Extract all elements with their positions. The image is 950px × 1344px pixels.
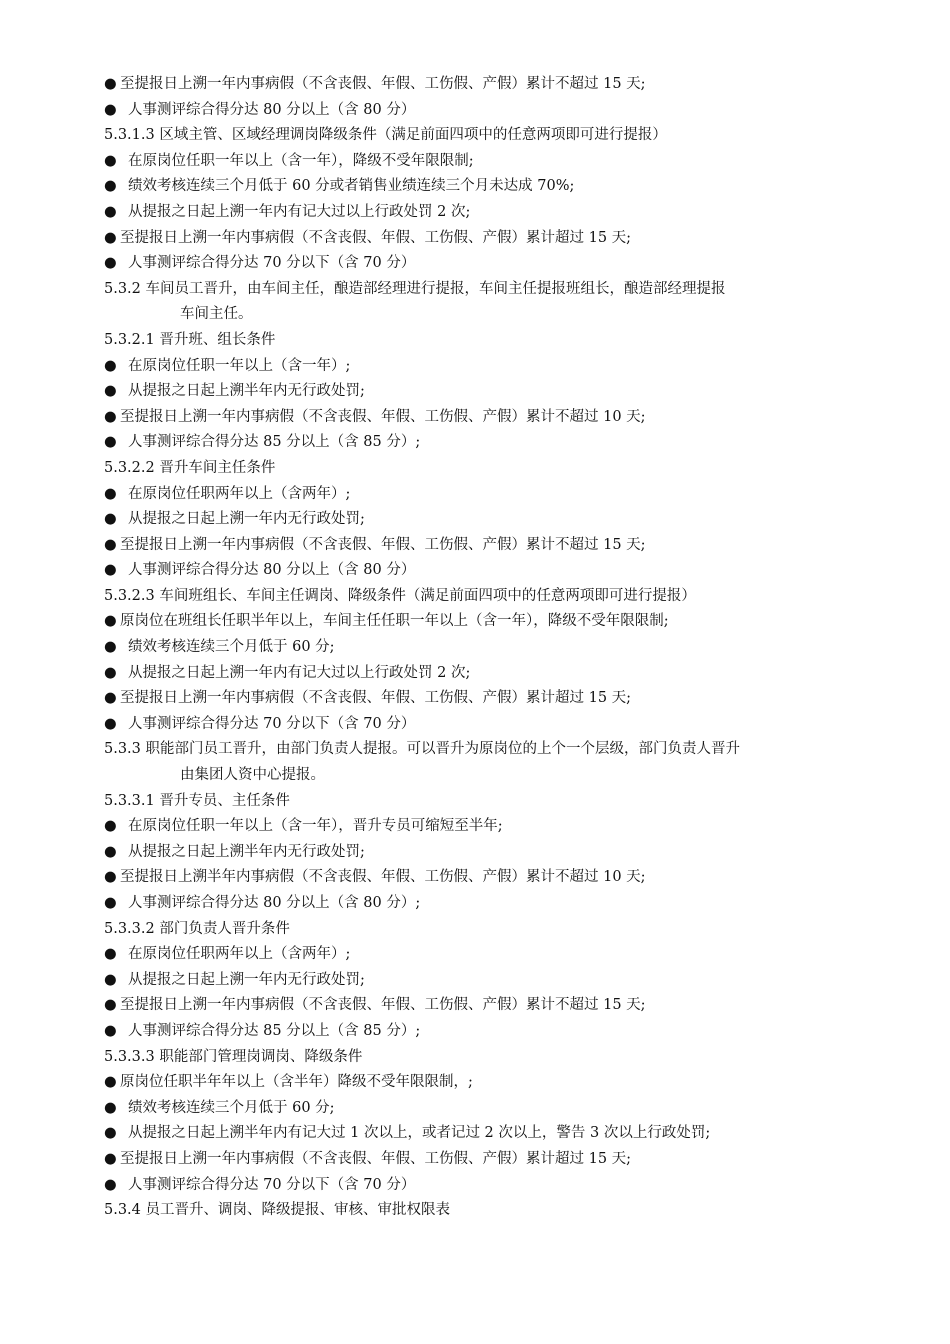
bullet-icon: ● xyxy=(104,229,117,246)
section-heading xyxy=(104,917,864,943)
bullet-item xyxy=(104,635,864,661)
line-text: 5.3.3.3 职能部门管理岗调岗、降级条件 xyxy=(104,1048,363,1065)
bullet-item xyxy=(104,533,864,559)
section-heading xyxy=(104,1045,864,1071)
line-text: 原岗位任职半年年以上（含半年）降级不受年限限制，; xyxy=(120,1074,473,1091)
bullet-icon: ● xyxy=(104,1099,117,1116)
bullet-icon: ● xyxy=(104,613,117,630)
line-text: 在原岗位任职一年以上（含一年），降级不受年限限制; xyxy=(128,152,474,169)
bullet-item xyxy=(104,891,864,917)
line-text: 5.3.1.3 区域主管、区域经理调岗降级条件（满足前面四项中的任意两项即可进行提报） xyxy=(104,127,667,144)
bullet-icon: ● xyxy=(104,178,117,195)
line-text: 5.3.2.3 车间班组长、车间主任调岗、降级条件（满足前面四项中的任意两项即可进行提报） xyxy=(104,587,696,604)
line-text: 至提报日上溯一年内事病假（不含丧假、年假、工伤假、产假）累计超过 15 天; xyxy=(120,229,632,246)
bullet-item xyxy=(104,814,864,840)
line-text: 从提报之日起上溯半年内有记大过 1 次以上，或者记过 2 次以上，警告 3 次以上行政处罚; xyxy=(128,1125,711,1142)
line-text: 在原岗位任职两年以上（含两年）; xyxy=(128,485,351,502)
document-body xyxy=(104,72,864,1224)
bullet-icon: ● xyxy=(104,997,117,1014)
bullet-item xyxy=(104,379,864,405)
line-text: 人事测评综合得分达 85 分以上（含 85 分）; xyxy=(128,1022,421,1039)
line-text: 5.3.4 员工晋升、调岗、降级提报、审核、审批权限表 xyxy=(104,1202,451,1219)
bullet-icon: ● xyxy=(104,1150,117,1167)
line-text: 在原岗位任职两年以上（含两年）; xyxy=(128,946,351,963)
bullet-icon: ● xyxy=(104,818,117,835)
bullet-item xyxy=(104,174,864,200)
line-text: 至提报日上溯一年内事病假（不含丧假、年假、工伤假、产假）累计超过 15 天; xyxy=(120,690,632,707)
bullet-item xyxy=(104,686,864,712)
line-text: 5.3.2 车间员工晋升，由车间主任，酿造部经理进行提报，车间主任提报班组长，酿造部经理提报 xyxy=(104,280,726,297)
section-heading xyxy=(104,328,864,354)
line-text: 从提报之日起上溯半年内无行政处罚; xyxy=(128,383,365,400)
line-text: 在原岗位任职一年以上（含一年）; xyxy=(128,357,351,374)
line-text: 绩效考核连续三个月低于 60 分或者销售业绩连续三个月未达成 70%; xyxy=(128,178,575,195)
bullet-icon: ● xyxy=(104,1022,117,1039)
bullet-icon: ● xyxy=(104,1176,117,1193)
line-text: 人事测评综合得分达 70 分以下（含 70 分） xyxy=(128,715,416,732)
bullet-icon: ● xyxy=(104,690,117,707)
bullet-item xyxy=(104,482,864,508)
bullet-item xyxy=(104,1070,864,1096)
bullet-icon: ● xyxy=(104,664,117,681)
bullet-item xyxy=(104,430,864,456)
line-text: 人事测评综合得分达 80 分以上（含 80 分） xyxy=(128,562,416,579)
section-heading xyxy=(104,584,864,610)
bullet-icon: ● xyxy=(104,152,117,169)
bullet-item xyxy=(104,840,864,866)
bullet-item xyxy=(104,72,864,98)
section-heading xyxy=(104,737,864,763)
continuation-line xyxy=(104,302,864,328)
bullet-item xyxy=(104,98,864,124)
bullet-item xyxy=(104,865,864,891)
line-text: 至提报日上溯半年内事病假（不含丧假、年假、工伤假、产假）累计不超过 10 天; xyxy=(120,869,646,886)
line-text: 从提报之日起上溯一年内无行政处罚; xyxy=(128,511,365,528)
line-text: 至提报日上溯一年内事病假（不含丧假、年假、工伤假、产假）累计不超过 10 天; xyxy=(120,408,646,425)
line-text: 在原岗位任职一年以上（含一年），晋升专员可缩短至半年; xyxy=(128,818,503,835)
section-heading xyxy=(104,456,864,482)
bullet-item xyxy=(104,712,864,738)
bullet-item xyxy=(104,354,864,380)
bullet-icon: ● xyxy=(104,1074,117,1091)
line-text: 人事测评综合得分达 80 分以上（含 80 分）; xyxy=(128,895,421,911)
line-text: 绩效考核连续三个月低于 60 分; xyxy=(128,639,335,656)
bullet-icon: ● xyxy=(104,639,117,656)
bullet-item xyxy=(104,1147,864,1173)
continuation-line xyxy=(104,763,864,789)
bullet-item xyxy=(104,226,864,252)
bullet-icon: ● xyxy=(104,843,117,860)
bullet-item xyxy=(104,993,864,1019)
line-text: 车间主任。 xyxy=(180,306,253,323)
bullet-icon: ● xyxy=(104,536,117,553)
bullet-item xyxy=(104,405,864,431)
line-text: 从提报之日起上溯一年内有记大过以上行政处罚 2 次; xyxy=(128,203,471,220)
bullet-icon: ● xyxy=(104,383,117,400)
line-text: 绩效考核连续三个月低于 60 分; xyxy=(128,1099,335,1116)
line-text: 从提报之日起上溯一年内无行政处罚; xyxy=(128,971,365,988)
section-heading xyxy=(104,277,864,303)
bullet-icon: ● xyxy=(104,869,117,886)
bullet-icon: ● xyxy=(104,511,117,528)
bullet-item xyxy=(104,942,864,968)
line-text: 至提报日上溯一年内事病假（不含丧假、年假、工伤假、产假）累计不超过 15 天; xyxy=(120,997,646,1014)
bullet-icon: ● xyxy=(104,255,117,272)
line-text: 人事测评综合得分达 85 分以上（含 85 分）; xyxy=(128,434,421,451)
bullet-item xyxy=(104,149,864,175)
line-text: 从提报之日起上溯半年内无行政处罚; xyxy=(128,843,365,860)
line-text: 人事测评综合得分达 70 分以下（含 70 分） xyxy=(128,1176,416,1193)
line-text: 5.3.2.2 晋升车间主任条件 xyxy=(104,459,276,476)
line-text: 至提报日上溯一年内事病假（不含丧假、年假、工伤假、产假）累计超过 15 天; xyxy=(120,1150,632,1167)
bullet-icon: ● xyxy=(104,203,117,220)
line-text: 至提报日上溯一年内事病假（不含丧假、年假、工伤假、产假）累计不超过 15 天; xyxy=(120,536,646,553)
line-text: 人事测评综合得分达 70 分以下（含 70 分） xyxy=(128,255,416,272)
bullet-item xyxy=(104,507,864,533)
bullet-icon: ● xyxy=(104,715,117,732)
bullet-item xyxy=(104,1173,864,1199)
bullet-item xyxy=(104,558,864,584)
bullet-icon: ● xyxy=(104,408,117,425)
line-text: 人事测评综合得分达 80 分以上（含 80 分） xyxy=(128,101,416,118)
bullet-icon: ● xyxy=(104,1125,117,1142)
line-text: 5.3.3 职能部门员工晋升，由部门负责人提报。可以晋升为原岗位的上个一个层级，部门负责人晋升 xyxy=(104,741,740,758)
bullet-item xyxy=(104,968,864,994)
bullet-item xyxy=(104,661,864,687)
bullet-icon: ● xyxy=(104,971,117,988)
bullet-item xyxy=(104,1096,864,1122)
bullet-item xyxy=(104,1019,864,1045)
bullet-item xyxy=(104,251,864,277)
line-text: 由集团人资中心提报。 xyxy=(180,767,325,784)
line-text: 从提报之日起上溯一年内有记大过以上行政处罚 2 次; xyxy=(128,664,471,681)
bullet-icon: ● xyxy=(104,895,117,911)
bullet-item xyxy=(104,200,864,226)
section-heading xyxy=(104,789,864,815)
line-text: 原岗位在班组长任职半年以上，车间主任任职一年以上（含一年），降级不受年限限制; xyxy=(120,613,669,630)
bullet-item xyxy=(104,1121,864,1147)
line-text: 5.3.3.1 晋升专员、主任条件 xyxy=(104,792,290,809)
bullet-icon: ● xyxy=(104,357,117,374)
bullet-icon: ● xyxy=(104,101,117,118)
bullet-icon: ● xyxy=(104,562,117,579)
bullet-icon: ● xyxy=(104,434,117,451)
line-text: 至提报日上溯一年内事病假（不含丧假、年假、工伤假、产假）累计不超过 15 天; xyxy=(120,76,646,92)
line-text: 5.3.3.2 部门负责人晋升条件 xyxy=(104,920,290,937)
line-text: 5.3.2.1 晋升班、组长条件 xyxy=(104,331,276,348)
bullet-icon: ● xyxy=(104,76,117,92)
bullet-icon: ● xyxy=(104,485,117,502)
section-heading xyxy=(104,1198,864,1224)
bullet-item xyxy=(104,609,864,635)
bullet-icon: ● xyxy=(104,946,117,963)
section-heading xyxy=(104,123,864,149)
